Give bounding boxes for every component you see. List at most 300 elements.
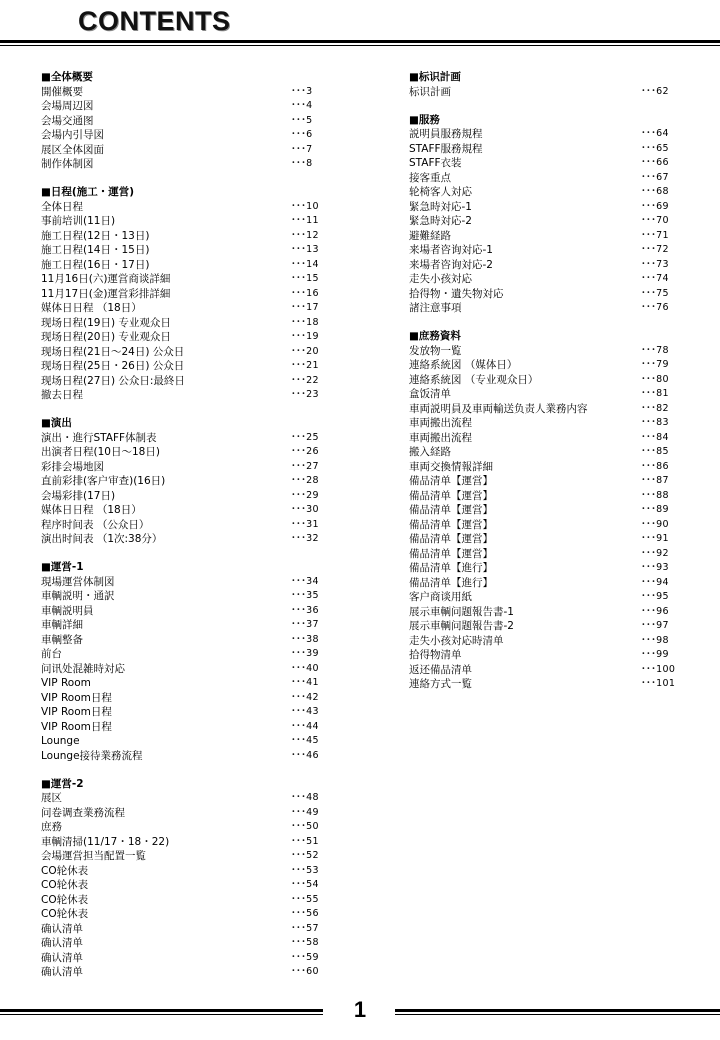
toc-entry-page: ･･･37 [291,619,319,630]
toc-entry[interactable] [41,705,331,720]
toc-entry-page: ･･･100 [641,663,676,675]
toc-entry[interactable] [41,618,331,633]
toc-entry[interactable] [41,489,331,504]
toc-entry-page: ･･･18 [291,316,319,328]
toc-entry[interactable] [41,431,331,446]
toc-entry-page: ･･･41 [291,677,319,688]
toc-entry-label: 施工日程(16日・17日) [41,258,150,271]
toc-entry-label: 现场日程(25日・26日) 公众日 [41,360,185,372]
toc-entry[interactable] [409,489,699,504]
toc-entry-page: ･･･53 [291,864,319,876]
toc-entry[interactable] [409,619,699,634]
toc-entry-label: 现场日程(21日～24日) 公众日 [41,345,185,358]
toc-entry-page: ･･･72 [641,244,669,255]
toc-entry[interactable] [409,373,699,388]
toc-section [41,560,331,763]
toc-entry-page: ･･･73 [641,258,669,270]
header-rule-thick [0,40,720,43]
toc-entry-label: 问卷调查業務流程 [41,806,125,819]
toc-entry[interactable] [41,301,331,316]
toc-entry[interactable] [409,402,699,417]
toc-entry[interactable] [409,547,699,562]
toc-entry-label: 会場運営担当配置一覧 [41,850,146,862]
toc-entry-page: ･･･59 [291,951,319,963]
toc-entry-page: ･･･40 [291,662,319,674]
toc-entry[interactable] [41,849,331,864]
toc-entry-page: ･･･51 [291,835,319,847]
toc-entry[interactable] [41,835,331,850]
toc-entry[interactable] [409,634,699,649]
toc-entry-label: 撤去日程 [41,389,83,401]
toc-entry[interactable] [41,936,331,951]
toc-entry[interactable] [41,734,331,749]
toc-entry-label: 确认清单 [41,951,83,964]
toc-entry-page: ･･･34 [291,575,319,587]
toc-entry[interactable] [41,272,331,287]
toc-entry-label: VIP Room日程 [41,691,112,704]
toc-entry-page: ･･･31 [291,518,319,530]
toc-entry-label: 演出・進行STAFF体制表 [41,431,157,444]
toc-entry-label: 确认清单 [41,966,83,978]
toc-entry-label: 媒体日日程 （18日） [41,302,142,314]
toc-entry[interactable] [41,864,331,879]
section-heading: ■庶務資料 [409,330,461,342]
toc-entry-page: ･･･80 [641,373,669,385]
toc-entry-page: ･･･26 [291,446,319,457]
toc-entry-page: ･･･90 [641,518,669,530]
toc-entry-page: ･･･36 [291,604,319,616]
toc-entry-label: 備品清单【運営】 [409,533,493,545]
toc-entry-label: 演出时间表 （1次:38分） [41,533,163,545]
toc-entry-label: 備品清单【運営】 [409,518,493,531]
toc-entry-page: ･･･54 [291,879,319,890]
toc-entry-page: ･･･48 [291,792,319,803]
toc-entry-page: ･･･35 [291,590,319,601]
toc-entry[interactable] [409,460,699,475]
toc-entry-label: 備品清单【運営】 [409,547,493,560]
toc-entry-label: VIP Room日程 [41,706,112,718]
toc-entry-label: 制作体制図 [41,158,94,170]
toc-entry[interactable] [41,214,331,229]
toc-entry-page: ･･･38 [291,633,319,645]
toc-section [41,416,331,547]
toc-entry-page: ･･･57 [291,922,319,934]
toc-entry-page: ･･･8 [291,158,313,169]
toc-entry-label: 避難経路 [409,229,451,242]
toc-entry[interactable] [41,388,331,403]
toc-entry-label: 車両搬出流程 [409,431,472,444]
toc-entry-label: 盒饭清单 [409,388,451,400]
toc-section [409,113,699,316]
toc-entry-label: 車輌説明員 [41,604,94,617]
toc-entry[interactable] [409,344,699,359]
toc-entry-page: ･･･86 [641,460,669,472]
page-title: CONTENTS [78,6,231,36]
toc-entry-label: 拾得物・遺失物対応 [409,287,504,300]
toc-entry-page: ･･･64 [641,128,669,139]
toc-entry[interactable] [409,503,699,518]
section-heading: ■服務 [409,113,440,126]
toc-entry[interactable] [41,99,331,114]
toc-entry[interactable] [41,965,331,980]
toc-entry-page: ･･･17 [291,302,319,313]
toc-entry-page: ･･･95 [641,591,669,602]
toc-entry-page: ･･･58 [291,937,319,948]
toc-entry[interactable] [409,272,699,287]
toc-entry-label: 拾得物清单 [409,649,462,661]
toc-entry-label: 现场日程(27日) 公众日:最終日 [41,374,185,387]
toc-entry[interactable] [41,374,331,389]
toc-entry-label: 11月16日(六)運営商谈詳細 [41,273,171,285]
toc-entry-page: ･･･27 [291,460,319,472]
toc-entry-label: 确认清单 [41,937,83,949]
toc-entry-page: ･･･19 [291,331,319,342]
toc-entry-label: 程序时间表 （公众日） [41,518,150,531]
toc-entry-label: 備品清单【進行】 [409,562,493,574]
toc-entry-page: ･･･89 [641,504,669,515]
toc-entry[interactable] [409,142,699,157]
toc-entry-label: 緊急時対応-2 [409,215,472,227]
toc-entry-page: ･･･84 [641,431,669,443]
toc-entry-page: ･･･5 [291,114,313,126]
toc-entry-label: 走失小孩対応 [409,273,472,285]
toc-entry-label: 11月17日(金)運営彩排詳細 [41,287,171,300]
toc-entry-page: ･･･69 [641,200,669,212]
toc-entry[interactable] [409,358,699,373]
toc-entry-label: 車両説明員及車両輸送负责人業務内容 [409,402,588,415]
toc-entry-page: ･･･82 [641,402,669,414]
toc-entry-page: ･･･67 [641,171,669,183]
section-heading: ■标识計画 [409,71,461,83]
toc-entry-page: ･･･91 [641,533,669,544]
toc-entry-label: 来場者咨询対応-1 [409,244,493,256]
left-column [41,70,331,993]
toc-entry[interactable] [41,460,331,475]
toc-entry-label: CO轮休表 [41,908,89,920]
toc-entry-page: ･･･20 [291,345,319,357]
toc-entry-page: ･･･85 [641,446,669,457]
toc-entry-page: ･･･11 [291,215,319,226]
toc-entry-page: ･･･6 [291,129,313,140]
toc-entry[interactable] [41,330,331,345]
toc-entry[interactable] [41,662,331,677]
toc-entry-page: ･･･28 [291,475,319,486]
toc-entry-label: 来場者咨询対応-2 [409,258,493,271]
toc-entry[interactable] [41,287,331,302]
toc-entry-label: CO轮休表 [41,893,89,906]
toc-entry[interactable] [41,749,331,764]
toc-entry[interactable] [41,604,331,619]
toc-entry[interactable] [41,258,331,273]
toc-entry-label: 庶務 [41,821,62,833]
toc-entry-page: ･･･25 [291,431,319,443]
toc-entry-page: ･･･93 [641,562,669,573]
toc-entry-page: ･･･96 [641,605,669,617]
toc-entry-page: ･･･65 [641,142,669,154]
toc-entry-page: ･･･75 [641,287,669,299]
toc-entry-page: ･･･68 [641,186,669,197]
toc-entry-label: 会場周辺図 [41,100,94,112]
toc-entry-page: ･･･3 [291,85,313,97]
toc-entry-page: ･･･62 [641,85,669,97]
toc-entry-label: 施工日程(12日・13日) [41,229,150,242]
toc-entry-page: ･･･14 [291,258,319,270]
footer-rule-right [395,1009,720,1012]
toc-entry-label: 客户商谈用紙 [409,591,472,603]
toc-entry-page: ･･･13 [291,244,319,255]
toc-entry-page: ･･･66 [641,157,669,168]
toc-entry[interactable] [41,893,331,908]
toc-entry-label: 现场日程(19日) 专业观众日 [41,316,171,329]
toc-entry-page: ･･･83 [641,417,669,428]
toc-entry-page: ･･･23 [291,389,319,400]
toc-entry-label: Lounge接待業務流程 [41,749,143,762]
toc-entry-label: Lounge [41,735,80,747]
toc-entry-label: 轮椅客人対応 [409,186,472,198]
toc-entry-page: ･･･101 [641,678,676,689]
toc-entry[interactable] [409,287,699,302]
toc-entry-page: ･･･49 [291,806,319,818]
toc-entry-page: ･･･70 [641,215,669,226]
toc-entry-page: ･･･56 [291,908,319,919]
toc-entry-label: 展区全体図面 [41,143,104,156]
toc-entry-label: 連絡方式一覧 [409,678,472,690]
toc-entry-page: ･･･15 [291,273,319,284]
toc-entry-page: ･･･87 [641,475,669,486]
toc-entry-label: VIP Room日程 [41,720,112,733]
toc-entry[interactable] [41,229,331,244]
toc-section [41,70,331,172]
toc-entry-label: 説明員服務規程 [409,128,483,140]
toc-entry[interactable] [41,445,331,460]
toc-section [41,777,331,980]
toc-entry-label: 緊急時対応-1 [409,200,472,213]
toc-entry-page: ･･･88 [641,489,669,501]
toc-entry[interactable] [41,806,331,821]
toc-entry[interactable] [409,663,699,678]
toc-entry-label: 展示車輌问题報告書-1 [409,605,514,618]
toc-entry-page: ･･･42 [291,691,319,703]
toc-entry[interactable] [41,474,331,489]
toc-entry-page: ･･･16 [291,287,319,299]
toc-entry[interactable] [409,561,699,576]
toc-entry[interactable] [41,951,331,966]
toc-entry[interactable] [41,676,331,691]
toc-entry-label: 确认清单 [41,922,83,935]
toc-entry-label: 連絡系統図 （专业观众日） [409,373,539,386]
toc-entry[interactable] [409,301,699,316]
toc-entry-label: 施工日程(14日・15日) [41,244,150,256]
toc-entry-page: ･･･94 [641,576,669,588]
toc-entry[interactable] [41,518,331,533]
toc-entry-page: ･･･29 [291,489,319,501]
toc-entry-label: 会場交通图 [41,114,94,127]
toc-entry-label: 问讯处混雑時対応 [41,662,125,675]
toc-entry[interactable] [409,156,699,171]
toc-entry-label: 車輌清掃(11/17・18・22) [41,835,170,848]
toc-entry[interactable] [409,576,699,591]
toc-entry[interactable] [41,114,331,129]
toc-entry-label: 展示車輌问题報告書-2 [409,620,514,632]
toc-entry-label: 前台 [41,648,62,660]
toc-entry-label: 車輌説明・通訳 [41,590,115,602]
toc-entry[interactable] [41,532,331,547]
toc-entry[interactable] [409,445,699,460]
toc-entry-label: 返还備品清单 [409,663,472,676]
toc-entry-page: ･･･55 [291,893,319,905]
toc-entry-page: ･･･76 [641,302,669,313]
toc-entry-page: ･･･97 [641,620,669,631]
toc-entry-label: STAFF服務規程 [409,142,483,155]
toc-entry[interactable] [41,575,331,590]
toc-entry[interactable] [41,691,331,706]
toc-entry[interactable] [41,647,331,662]
toc-entry-label: 現場運営体制図 [41,575,115,588]
toc-entry-label: 全体日程 [41,200,83,213]
toc-entry-page: ･･･39 [291,648,319,659]
toc-entry-label: 媒体日日程 （18日） [41,504,142,516]
toc-entry-label: 車輌整备 [41,633,83,646]
toc-entry-page: ･･･46 [291,749,319,761]
toc-section [409,70,699,99]
toc-entry-page: ･･･21 [291,360,319,371]
toc-entry[interactable] [409,200,699,215]
section-heading: ■運営-2 [41,777,84,790]
toc-entry-label: STAFF衣装 [409,157,462,169]
toc-entry-label: 接客重点 [409,171,451,184]
toc-entry-page: ･･･60 [291,966,319,977]
toc-entry-label: 直前彩排(客户审查)(16日) [41,475,166,487]
toc-entry-page: ･･･43 [291,706,319,717]
toc-entry-label: 现场日程(20日) 专业观众日 [41,331,171,343]
toc-entry-page: ･･･45 [291,735,319,746]
toc-entry-label: 彩排会場地図 [41,460,104,473]
toc-entry-label: 車輌詳細 [41,619,83,631]
toc-entry[interactable] [409,127,699,142]
toc-entry-label: CO轮休表 [41,864,89,877]
toc-entry[interactable] [41,85,331,100]
toc-entry[interactable] [409,85,699,100]
toc-entry-page: ･･･22 [291,374,319,386]
toc-entry-page: ･･･71 [641,229,669,241]
toc-entry-label: 開催概要 [41,85,83,98]
header-rule-thin [0,45,720,46]
toc-entry[interactable] [409,677,699,692]
toc-entry-page: ･･･98 [641,634,669,646]
toc-entry[interactable] [41,143,331,158]
toc-entry[interactable] [409,590,699,605]
toc-entry-label: 标识計画 [409,85,451,98]
toc-entry-label: 会場内引导図 [41,129,104,141]
toc-section [409,329,699,692]
toc-entry-label: 備品清单【運営】 [409,504,493,516]
toc-entry-label: 走失小孩対応時清单 [409,634,504,647]
toc-section [41,185,331,403]
toc-entry[interactable] [41,200,331,215]
toc-entry-label: 備品清单【進行】 [409,576,493,589]
toc-entry[interactable] [41,503,331,518]
toc-entry[interactable] [409,258,699,273]
toc-entry[interactable] [409,243,699,258]
toc-entry-label: 諸注意事項 [409,302,462,314]
toc-entry-label: 出演者日程(10日～18日) [41,446,160,458]
toc-entry-page: ･･･92 [641,547,669,559]
section-heading: ■全体概要 [41,71,93,83]
toc-entry-label: 发放物一覧 [409,344,462,357]
toc-entry-label: 事前培训(11日) [41,215,116,227]
toc-entry-label: CO轮休表 [41,879,89,891]
toc-entry-label: 車両交換情報詳細 [409,460,493,473]
toc-entry[interactable] [409,185,699,200]
toc-entry[interactable] [41,316,331,331]
toc-entry[interactable] [409,214,699,229]
toc-entry[interactable] [41,791,331,806]
toc-entry-page: ･･･78 [641,344,669,356]
toc-entry[interactable] [41,359,331,374]
toc-entry-page: ･･･12 [291,229,319,241]
toc-entry-page: ･･･44 [291,720,319,732]
toc-entry[interactable] [41,633,331,648]
right-column [409,70,699,705]
toc-entry-page: ･･･50 [291,821,319,832]
toc-entry[interactable] [409,518,699,533]
toc-entry[interactable] [41,922,331,937]
toc-entry-label: 会場彩排(17日) [41,489,116,502]
footer-rule-left [0,1009,323,1012]
toc-entry-label: 備品清单【運営】 [409,475,493,487]
toc-entry[interactable] [409,431,699,446]
toc-entry[interactable] [41,820,331,835]
toc-entry-label: 搬入経路 [409,446,451,458]
toc-entry-page: ･･･99 [641,649,669,660]
toc-entry-page: ･･･4 [291,100,313,111]
toc-entry[interactable] [41,345,331,360]
toc-entry[interactable] [41,907,331,922]
footer-rule-right-thin [395,1014,720,1015]
toc-entry[interactable] [41,157,331,172]
toc-entry[interactable] [409,605,699,620]
toc-entry-label: 連絡系統図 （媒体日） [409,359,518,371]
toc-entry[interactable] [41,243,331,258]
toc-entry-page: ･･･30 [291,504,319,515]
toc-entry[interactable] [41,589,331,604]
footer-rule-left-thin [0,1014,323,1015]
toc-entry-label: 展区 [41,792,62,804]
toc-entry-label: 備品清单【運営】 [409,489,493,502]
section-heading: ■運営-1 [41,561,84,573]
toc-entry[interactable] [409,648,699,663]
page-number: 1 [353,997,367,1022]
toc-entry[interactable] [409,229,699,244]
toc-entry-label: 車両搬出流程 [409,417,472,429]
toc-entry[interactable] [409,532,699,547]
toc-entry-page: ･･･10 [291,200,319,212]
section-heading: ■日程(施工・運営) [41,186,135,198]
toc-entry[interactable] [41,878,331,893]
toc-entry[interactable] [409,474,699,489]
toc-entry-page: ･･･79 [641,359,669,370]
toc-entry[interactable] [409,171,699,186]
toc-entry[interactable] [41,128,331,143]
toc-entry-page: ･･･74 [641,273,669,284]
toc-entry[interactable] [409,387,699,402]
section-heading: ■演出 [41,417,72,429]
toc-entry-page: ･･･7 [291,143,313,155]
toc-entry[interactable] [41,720,331,735]
toc-entry-page: ･･･52 [291,850,319,861]
toc-entry[interactable] [409,416,699,431]
toc-entry-page: ･･･81 [641,388,669,399]
